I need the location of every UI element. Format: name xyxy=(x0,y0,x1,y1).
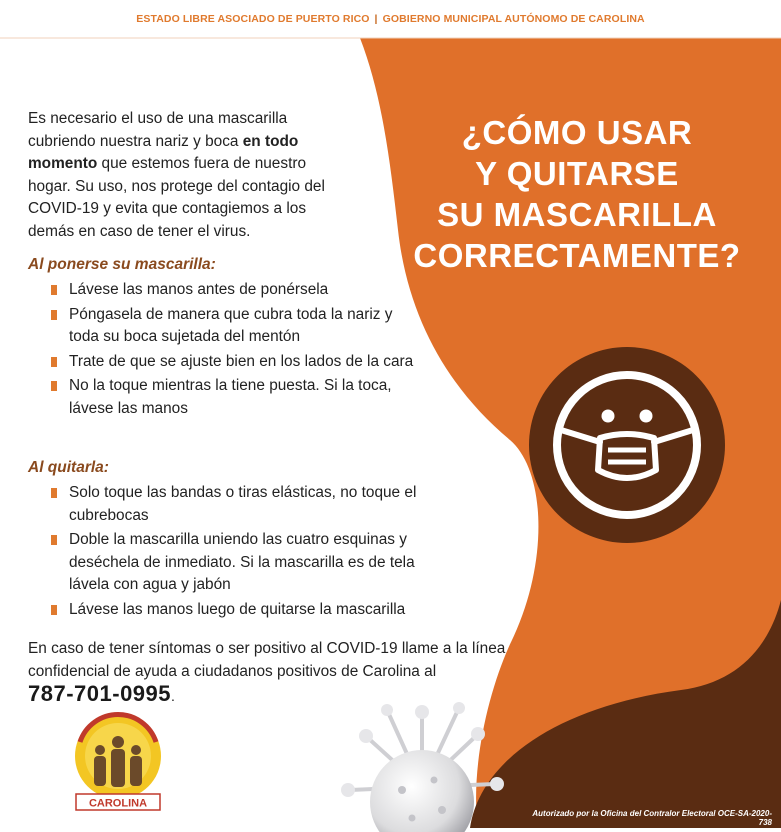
contact-paragraph: En caso de tener síntomas o ser positivo al COVID-19 llame a la línea confidencial de ayuda a ciudadanos positivos de Carolina al xyxy=(28,640,506,680)
list-item-text: Solo toque las bandas o tiras elásticas, no toque el cubrebocas xyxy=(69,484,417,524)
list-item-text: Póngasela de manera que cubra toda la nariz y toda su boca sujetada del mentón xyxy=(69,305,393,345)
list-item-text: Trate de que se ajuste bien en los lados de la cara xyxy=(69,352,414,370)
list-item-text: Lávese las manos antes de ponérsela xyxy=(69,281,329,298)
header-separator: | xyxy=(374,13,378,25)
footer-authorization: Autorizado por la Oficina del Contralor Electoral OCE-SA-2020-738 xyxy=(532,809,772,827)
header-left-text: ESTADO LIBRE ASOCIADO DE PUERTO RICO xyxy=(136,13,370,25)
list-item xyxy=(50,482,420,527)
put-on-section-title: Al ponerse su mascarilla: xyxy=(28,256,216,273)
intro-paragraph xyxy=(28,108,328,243)
phone-number xyxy=(28,681,175,707)
remove-list xyxy=(50,482,420,623)
list-item-text: No la toque mientras la tiene puesta. Si la toca, lávese las manos xyxy=(69,377,392,417)
remove-section-title: Al quitarla: xyxy=(28,459,109,476)
list-item xyxy=(50,351,420,374)
square-bullet-icon xyxy=(51,535,57,545)
square-bullet-icon xyxy=(51,310,57,320)
list-item xyxy=(50,279,420,302)
intro-text-1: Es necesario el uso de una mascarilla cubriendo nuestra nariz y boca xyxy=(28,110,288,150)
square-bullet-icon xyxy=(51,285,57,295)
put-on-list xyxy=(50,279,420,422)
square-bullet-icon xyxy=(51,605,57,615)
list-item-text: Lávese las manos luego de quitarse la mascarilla xyxy=(69,600,406,618)
header-bar xyxy=(0,13,781,25)
square-bullet-icon xyxy=(51,357,57,367)
phone-number-text: 787-701-0995 xyxy=(28,681,172,706)
title-line-1: ¿CÓMO USAR xyxy=(461,114,693,151)
list-item xyxy=(50,529,420,597)
title-line-3: SU MASCARILLA xyxy=(437,196,717,233)
coronavirus-illustration xyxy=(330,692,510,832)
header-right-text: GOBIERNO MUNICIPAL AUTÓNOMO DE CAROLINA xyxy=(382,13,645,25)
page-title xyxy=(392,112,762,276)
masked-face-icon xyxy=(528,346,726,544)
square-bullet-icon xyxy=(51,381,57,391)
square-bullet-icon xyxy=(51,488,57,498)
list-item-text: Doble la mascarilla uniendo las cuatro esquinas y deséchela de inmediato. Si la mascarilla es de tela lávela con agua y jabón xyxy=(69,531,415,593)
carolina-municipal-logo xyxy=(70,710,166,814)
list-item xyxy=(50,599,420,622)
title-line-2: Y QUITARSE xyxy=(475,155,679,192)
phone-suffix: . xyxy=(171,688,176,704)
list-item xyxy=(50,375,420,420)
intro-text-2: que estemos fuera de nuestro hogar. Su uso, nos protege del contagio del COVID-19 y evita que contagiemos a los demás en caso de tener el virus. xyxy=(28,155,325,240)
list-item xyxy=(50,304,420,349)
title-line-4: CORRECTAMENTE? xyxy=(413,237,741,274)
logo-name-text: CAROLINA xyxy=(88,797,148,810)
intro-bold-text: en todo momento xyxy=(28,132,299,172)
